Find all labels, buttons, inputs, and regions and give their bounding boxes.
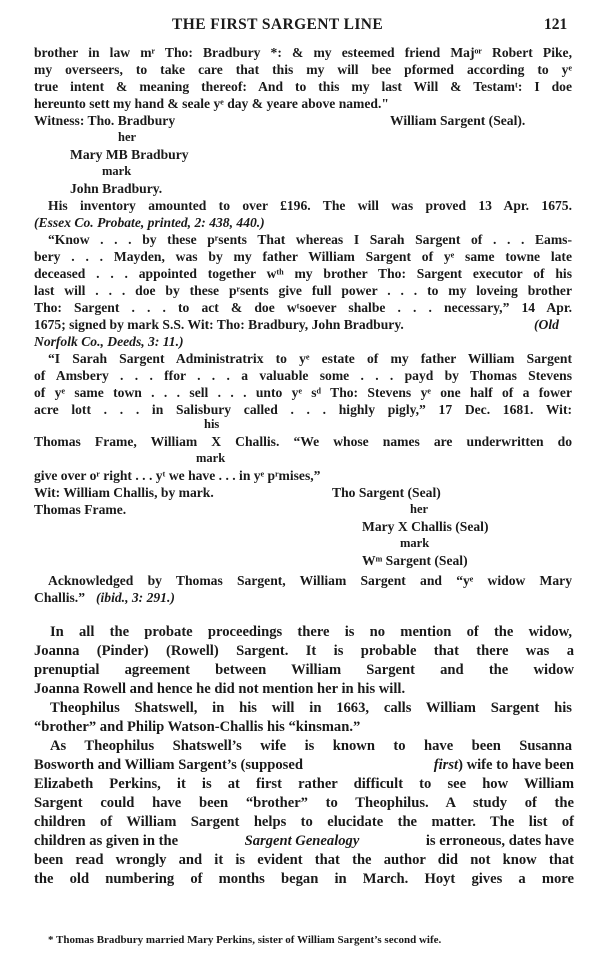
paragraph-line: Joanna (Pinder) (Rowell) Sargent. It is probable that there was a bbox=[34, 643, 574, 659]
text-run: is erroneous, dates have bbox=[425, 833, 574, 849]
mark-label: mark bbox=[196, 451, 226, 465]
paragraph-line: the old numbering of months began in March. Hoyt gives a more bbox=[34, 871, 574, 887]
paragraph-line: In all the probate proceedings there is no mention of the widow, bbox=[50, 624, 572, 640]
inventory-line: His inventory amounted to over £196. The will was proved 13 Apr. 1675. bbox=[48, 198, 572, 213]
paragraph-line: children of William Sargent helps to elucidate the matter. The list of bbox=[34, 814, 574, 830]
footnote: * Thomas Bradbury married Mary Perkins, sister of William Sargent’s second wife. bbox=[48, 934, 442, 946]
paragraph-line: been read wrongly and it is evident that the author did not know that bbox=[34, 852, 574, 868]
text-run: ) wife to have been bbox=[458, 757, 574, 773]
witness-mary: Mary MB Bradbury bbox=[70, 147, 189, 162]
will-line: true intent & meaning thereof: And to this my last Will & Testamᵗ: I doe bbox=[34, 79, 572, 94]
deed-line: deceased . . . appointed together wᵗʰ my brother Tho: Sargent executor of his bbox=[34, 266, 572, 281]
text-run: children as given in the bbox=[34, 833, 179, 849]
running-title: THE FIRST SARGENT LINE bbox=[172, 16, 384, 33]
citation: (Essex Co. Probate, printed, 2: 438, 440.) bbox=[34, 215, 265, 230]
paragraph-line: Sargent could have been “brother” to Theophilus. A study of the bbox=[34, 795, 574, 811]
ack-line: Acknowledged by Thomas Sargent, William Sargent and “yᵉ widow Mary bbox=[48, 573, 572, 588]
admin-line: acre lott . . . in Salisbury called . . . highly pigly,” 17 Dec. 1681. Wit: bbox=[34, 402, 572, 417]
witness-line: Witness: Tho. Bradbury bbox=[34, 113, 176, 128]
paragraph-line: Joanna Rowell and hence he did not mention her in his will. bbox=[34, 681, 406, 697]
signature-seal: Tho Sargent (Seal) bbox=[332, 485, 441, 500]
will-line: brother in law mʳ Tho: Bradbury *: & my esteemed friend Majᵒʳ Robert Pike, bbox=[34, 45, 572, 60]
witness-line: Wit: William Challis, by mark. bbox=[34, 485, 214, 500]
witness-john: John Bradbury. bbox=[70, 181, 163, 196]
paragraph-line: Theophilus Shatswell, in his will in 1663, calls William Sargent his bbox=[50, 700, 572, 716]
deed-line: “Know . . . by these pʳsents That whereas I Sarah Sargent of . . . Eams- bbox=[48, 232, 572, 247]
citation: Norfolk Co., Deeds, 3: 11.) bbox=[34, 334, 184, 349]
deed-line: Tho: Sargent . . . to act & doe wᵗsoever shalbe . . . necessary,” 14 Apr. bbox=[34, 300, 572, 315]
mark-label: mark bbox=[102, 164, 132, 178]
emphasis: Sargent Genealogy bbox=[244, 833, 360, 849]
signature-seal: Mary X Challis (Seal) bbox=[362, 519, 489, 534]
paragraph-line bbox=[34, 757, 574, 774]
will-line: hereunto sett my hand & seale yᵉ day & yeare above named." bbox=[34, 96, 389, 111]
citation: (Old bbox=[534, 317, 559, 332]
ack-line: Challis.” bbox=[34, 590, 85, 605]
mark-her: her bbox=[118, 130, 137, 144]
paragraph-line: “brother” and Philip Watson-Challis his “kinsman.” bbox=[34, 719, 361, 735]
admin-line: “I Sarah Sargent Administratrix to yᵉ estate of my father William Sargent bbox=[48, 351, 572, 366]
paragraph-line: As Theophilus Shatswell’s wife is known to have been Susanna bbox=[50, 738, 572, 754]
admin-line: of Amsbery . . . ffor . . . a valuable some . . . payd by Thomas Stevens bbox=[34, 368, 572, 383]
page-number: 121 bbox=[544, 16, 568, 33]
text-run: Bosworth and William Sargent’s (supposed bbox=[34, 757, 303, 773]
emphasis: first bbox=[433, 757, 459, 773]
mark-her: her bbox=[410, 502, 429, 516]
deed-line: last will . . . doe by these pʳsents give full power . . . to my loveing brother bbox=[34, 283, 572, 298]
text-run-group bbox=[434, 757, 574, 774]
signature-seal: Wᵐ Sargent (Seal) bbox=[362, 553, 468, 568]
mark-label: mark bbox=[400, 536, 430, 550]
signature-seal: William Sargent (Seal). bbox=[390, 113, 526, 128]
admin-line: of yᵉ same town . . . sell . . . unto yᵉ sᵈ Tho: Stevens yᵉ one half of a fower bbox=[34, 385, 572, 400]
mark-his: his bbox=[204, 417, 220, 431]
admin-line: give over oʳ right . . . yᵗ we have . . . in yᵉ pʳmises,” bbox=[34, 468, 321, 483]
witness-frame: Thomas Frame. bbox=[34, 502, 127, 517]
citation: (ibid., 3: 291.) bbox=[96, 590, 175, 605]
admin-line: Thomas Frame, William X Challis. “We whose names are underwritten do bbox=[34, 434, 572, 449]
will-line: my overseers, to take care that this my will bee pformed according to yᵉ bbox=[34, 62, 572, 77]
page-header bbox=[0, 12, 608, 36]
paragraph-line: Elizabeth Perkins, it is at first rather difficult to see how William bbox=[34, 776, 574, 792]
paragraph-line: prenuptial agreement between William Sargent and the widow bbox=[34, 662, 574, 678]
paragraph-line bbox=[34, 833, 574, 850]
deed-line: bery . . . Mayden, was by my father William Sargent of yᵉ same towne late bbox=[34, 249, 572, 264]
deed-line: 1675; signed by mark S.S. Wit: Tho: Bradbury, John Bradbury. bbox=[34, 317, 404, 332]
